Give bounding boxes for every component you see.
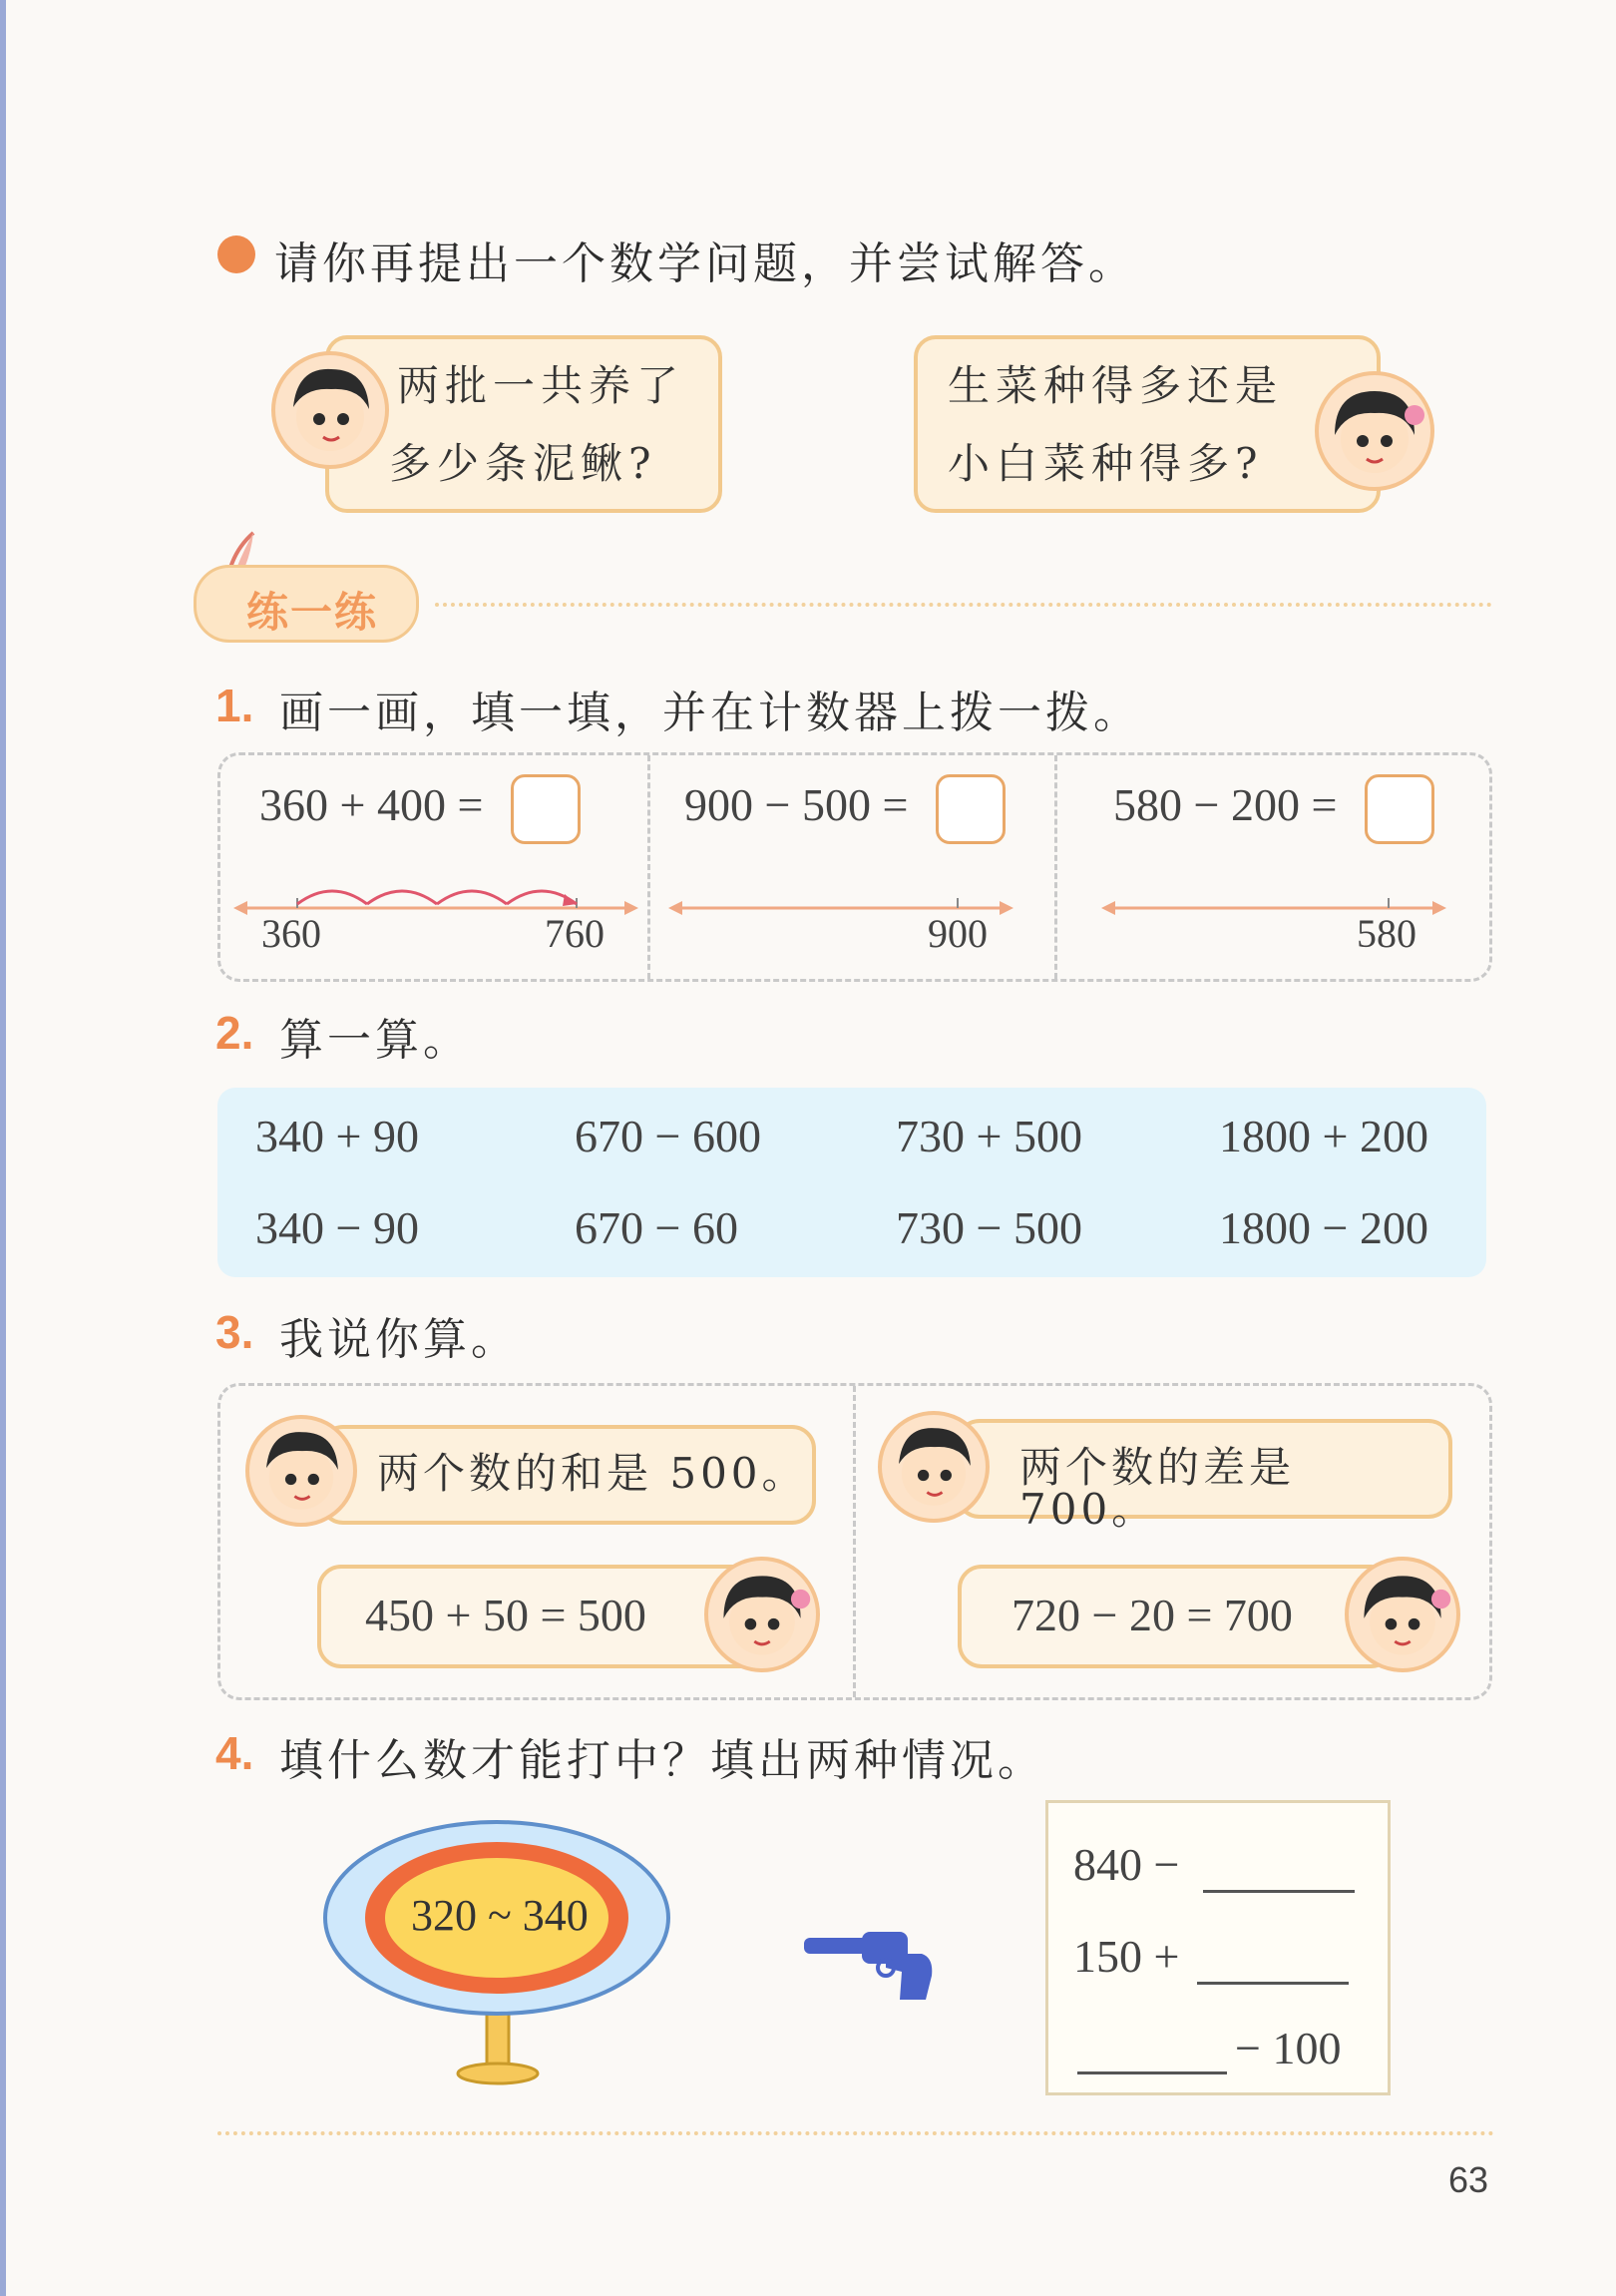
boy-avatar: [878, 1411, 990, 1523]
answer-text: 450 + 50 = 500: [365, 1590, 646, 1640]
q3-text: 我说你算。: [279, 1314, 519, 1365]
bullet-dot-icon: [217, 235, 255, 273]
answer-box[interactable]: [511, 774, 581, 844]
section-header: [194, 565, 419, 643]
q1-divider: [647, 755, 650, 979]
calc-item: 1800 − 200: [1219, 1202, 1428, 1253]
say-text: 两个数的和是 500。: [377, 1449, 808, 1498]
fill-line-text: 150 +: [1073, 1931, 1180, 1982]
calc-item: 730 − 500: [896, 1202, 1082, 1253]
q1-expr-1: 360 + 400 =: [259, 779, 484, 830]
calc-item: 340 − 90: [255, 1202, 419, 1253]
fill-line-text: − 100: [1235, 2023, 1342, 2073]
q4-text: 填什么数才能打中？填出两种情况。: [279, 1735, 1045, 1786]
answer-box[interactable]: [936, 774, 1006, 844]
q2-number: 2.: [215, 1007, 254, 1059]
tick-label: 760: [545, 911, 605, 956]
tick-label: 900: [928, 911, 988, 956]
footer-divider: [217, 2131, 1494, 2135]
section-label: 练一练: [246, 588, 379, 637]
q2-text: 算一算。: [279, 1015, 471, 1066]
bubble-left-line2: 多少条泥鳅?: [389, 439, 657, 488]
q3-divider: [853, 1386, 856, 1697]
bubble-left-line1: 两批一共养了: [397, 361, 685, 410]
boy-avatar: [245, 1415, 357, 1527]
intro-text: 请你再提出一个数学问题，并尝试解答。: [274, 238, 1136, 289]
bubble-right-line2: 小白菜种得多?: [948, 439, 1264, 488]
say-bubble-left: [319, 1425, 816, 1525]
tick-label: 360: [261, 911, 321, 956]
q1-expr-2: 900 − 500 =: [684, 779, 909, 830]
girl-avatar: [704, 1557, 820, 1672]
page-number: 63: [1448, 2159, 1489, 2200]
say-text: 两个数的差是 700。: [1019, 1443, 1296, 1534]
calc-item: 670 − 600: [575, 1111, 761, 1161]
girl-avatar: [1315, 371, 1434, 491]
calc-item: 730 + 500: [896, 1111, 1082, 1161]
bubble-right-line1: 生菜种得多还是: [948, 361, 1284, 410]
q1-text: 画一画，填一填，并在计数器上拨一拨。: [279, 688, 1141, 738]
page-edge: [0, 0, 6, 2296]
q1-expr-3: 580 − 200 =: [1113, 779, 1338, 830]
speech-bubble-right: [914, 335, 1381, 513]
calc-item: 1800 + 200: [1219, 1111, 1428, 1161]
fill-line-text: 840 −: [1073, 1839, 1180, 1890]
calc-item: 340 + 90: [255, 1111, 419, 1161]
blank-line[interactable]: [1203, 1890, 1355, 1893]
boy-avatar: [271, 351, 389, 469]
q4-number: 4.: [215, 1727, 254, 1779]
answer-box[interactable]: [1365, 774, 1434, 844]
q1-divider: [1054, 755, 1057, 979]
answer-bubble-right: [958, 1565, 1395, 1668]
target-range: 320 ~ 340: [411, 1891, 589, 1940]
answer-text: 720 − 20 = 700: [1011, 1590, 1293, 1640]
target-icon: [317, 1818, 676, 2101]
toy-gun-icon: [802, 1924, 942, 2008]
q1-number: 1.: [215, 680, 254, 731]
calc-item: 670 − 60: [575, 1202, 738, 1253]
q3-number: 3.: [215, 1306, 254, 1358]
say-bubble-right: [956, 1419, 1452, 1534]
tick-label: 580: [1357, 911, 1416, 956]
girl-avatar: [1345, 1557, 1460, 1672]
section-divider: [435, 603, 1492, 607]
blank-line[interactable]: [1197, 1982, 1349, 1985]
blank-line[interactable]: [1077, 2071, 1227, 2074]
